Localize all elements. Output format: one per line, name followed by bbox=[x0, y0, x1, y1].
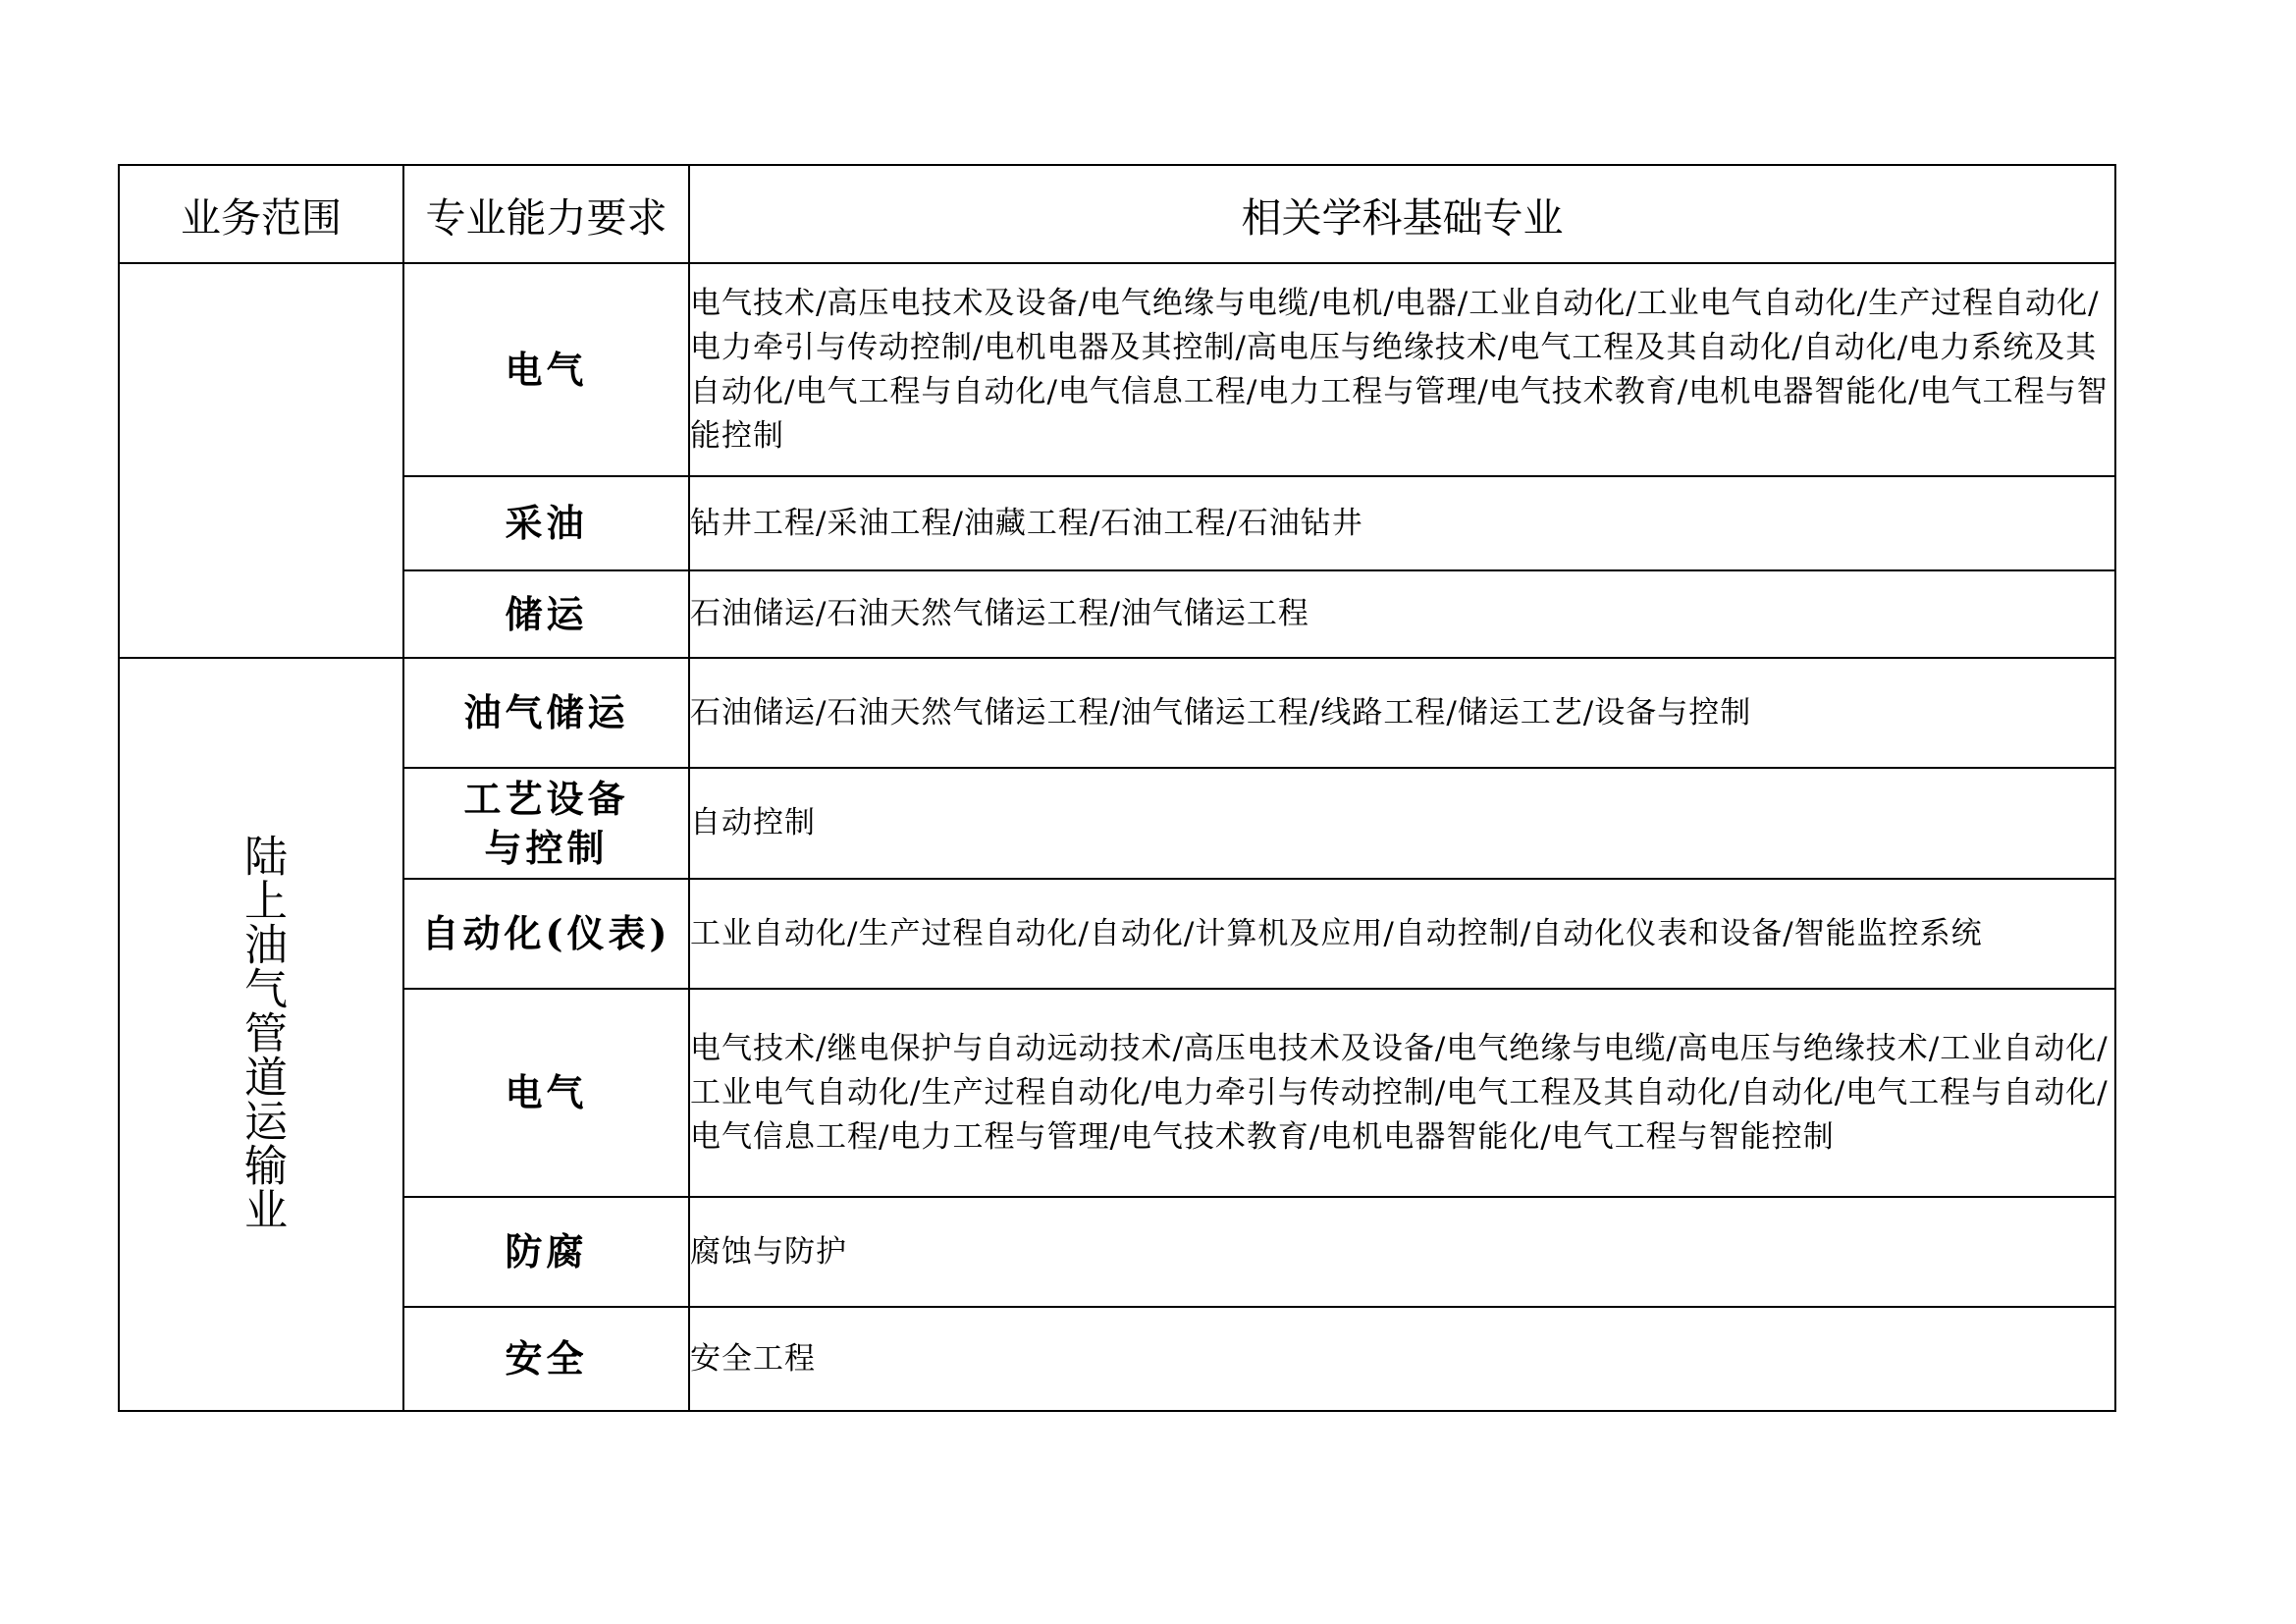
table-row bbox=[119, 1307, 2115, 1411]
majors-cell: 自动控制 bbox=[689, 768, 2115, 879]
requirement-cell: 电气 bbox=[403, 263, 689, 476]
requirement-cell: 采油 bbox=[403, 476, 689, 570]
majors-cell: 石油储运/石油天然气储运工程/油气储运工程 bbox=[689, 570, 2115, 658]
majors-cell: 钻井工程/采油工程/油藏工程/石油工程/石油钻井 bbox=[689, 476, 2115, 570]
header-professional-requirement: 专业能力要求 bbox=[403, 165, 689, 263]
majors-cell: 石油储运/石油天然气储运工程/油气储运工程/线路工程/储运工艺/设备与控制 bbox=[689, 658, 2115, 768]
requirement-cell: 储运 bbox=[403, 570, 689, 658]
majors-cell: 安全工程 bbox=[689, 1307, 2115, 1411]
requirement-cell: 防腐 bbox=[403, 1197, 689, 1307]
specialty-requirements-table bbox=[118, 164, 2116, 1412]
majors-cell: 腐蚀与防护 bbox=[689, 1197, 2115, 1307]
table-row bbox=[119, 768, 2115, 879]
requirement-cell bbox=[403, 768, 689, 879]
requirement-line-1: 工艺设备 bbox=[463, 776, 629, 821]
table-row bbox=[119, 658, 2115, 768]
table-row bbox=[119, 263, 2115, 476]
header-business-scope: 业务范围 bbox=[119, 165, 403, 263]
majors-cell: 工业自动化/生产过程自动化/自动化/计算机及应用/自动控制/自动化仪表和设备/智能监控系统 bbox=[689, 879, 2115, 989]
scope-cell bbox=[119, 658, 403, 1411]
table-header-row bbox=[119, 165, 2115, 263]
table-row bbox=[119, 1197, 2115, 1307]
majors-cell: 电气技术/继电保护与自动远动技术/高压电技术及设备/电气绝缘与电缆/高电压与绝缘技术/工业自动化/工业电气自动化/生产过程自动化/电力牵引与传动控制/电气工程及其自动化/自动化/电气工程与自动化/电气信息工程/电力工程与管理/电气技术教育/电机电器智能化/电气工程与智能控制 bbox=[689, 989, 2115, 1197]
table-row bbox=[119, 879, 2115, 989]
majors-cell: 电气技术/高压电技术及设备/电气绝缘与电缆/电机/电器/工业自动化/工业电气自动化/生产过程自动化/电力牵引与传动控制/电机电器及其控制/高电压与绝缘技术/电气工程及其自动化/自动化/电力系统及其自动化/电气工程与自动化/电气信息工程/电力工程与管理/电气技术教育/电机电器智能化/电气工程与智能控制 bbox=[689, 263, 2115, 476]
requirement-cell: 安全 bbox=[403, 1307, 689, 1411]
requirement-line-2: 与控制 bbox=[484, 825, 609, 870]
scope-cell-blank bbox=[119, 263, 403, 658]
scope-label: 陆上油气管道运输业 bbox=[237, 834, 287, 1231]
requirement-cell: 油气储运 bbox=[403, 658, 689, 768]
header-related-majors: 相关学科基础专业 bbox=[689, 165, 2115, 263]
requirement-cell: 自动化(仪表) bbox=[403, 879, 689, 989]
table-row bbox=[119, 476, 2115, 570]
requirement-cell: 电气 bbox=[403, 989, 689, 1197]
table-row bbox=[119, 570, 2115, 658]
table-row bbox=[119, 989, 2115, 1197]
